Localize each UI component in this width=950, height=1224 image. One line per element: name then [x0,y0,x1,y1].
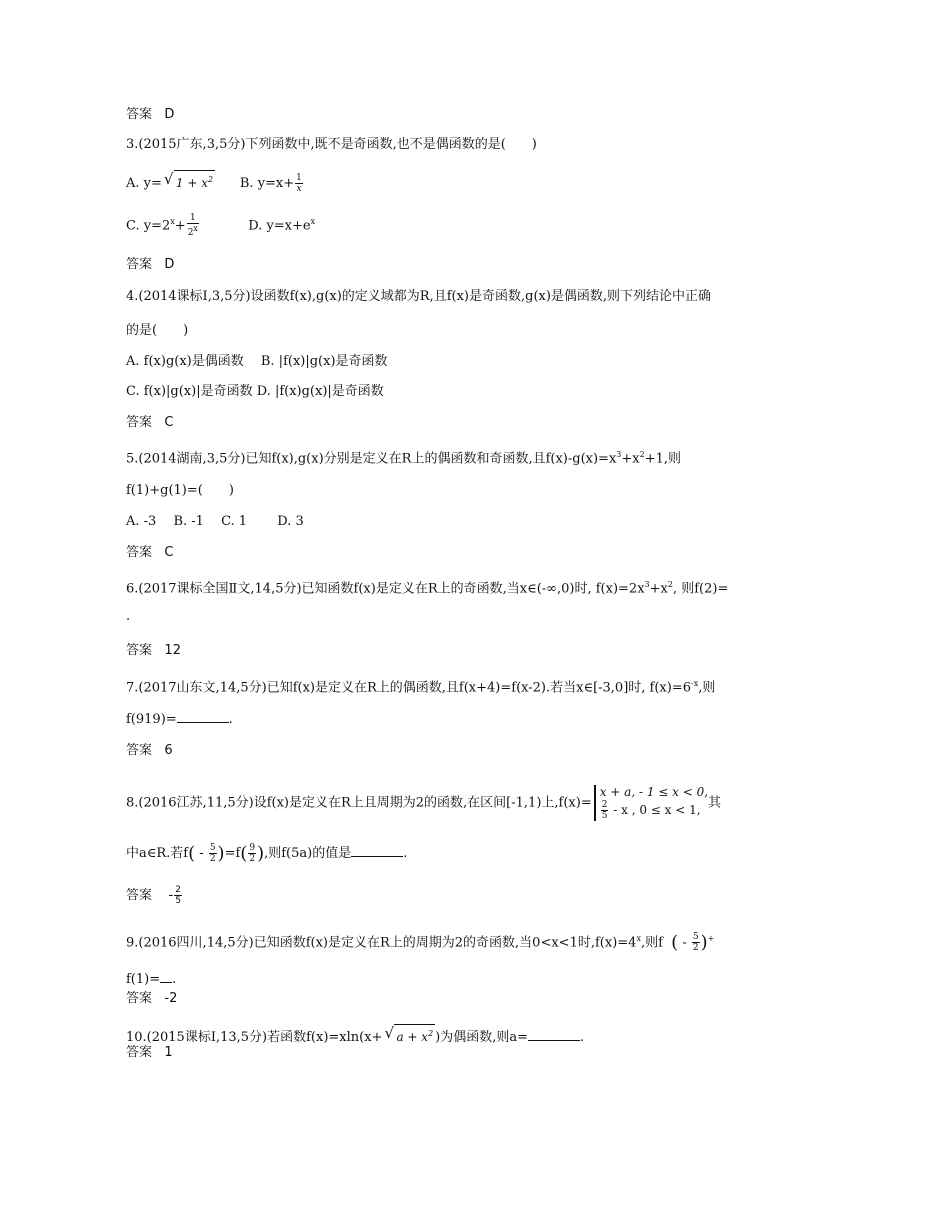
answer-label: 答案 [126,743,153,758]
answer-label: 答案 [126,888,153,903]
answer-line [126,106,174,124]
answer-value: C [164,415,174,430]
q5-stem-line1: 5.(2014湖南,3,5分)已知f(x),g(x)分别是定义在R上的偶函数和奇函数,且$f(x)-g(x)=x^3+x^2+1$,则 [126,450,681,467]
q3-option-c-d: C. $y=2^x+$ $\frac{1}{2^x}$ D. $y=x+e^x$ [126,213,316,239]
answer-label: 答案 [126,257,153,272]
answer-value: D [164,107,175,122]
q4-stem-line1: 4.(2014课标Ⅰ,3,5分)设函数f(x),g(x)的定义域都为R,且f(x)是奇函数,g(x)是偶函数,则下列结论中正确 [126,289,712,304]
answer-blank [177,710,229,723]
answer-line [126,1044,173,1062]
q3-option-a: A. y= [126,176,162,191]
answer-value: 12 [164,643,181,658]
q3-option-c: C. y=2 [126,218,171,234]
answer-line: 答案 - $\frac{2}{5}$ [126,885,181,906]
answer-line [126,414,174,432]
sqrt-symbol: √ $a + x^2$ [384,1024,434,1044]
q6-stem: 6.(2017课标全国Ⅱ文,14,5分)已知函数f(x)是定义在R上的奇函数,当x∈(-∞,0)时, $f(x)=2x^3+x^2$, 则f(2)= [126,580,729,597]
q3-option-b: B. y=x+ [239,176,295,191]
q4-options-cd: C. f(x)|g(x)|是奇函数 D. |f(x)g(x)|是奇函数 [126,384,384,399]
answer-fraction: $\frac{2}{5}$ [175,885,181,906]
answer-value: D [164,257,175,272]
answer-label: 答案 [126,1045,153,1060]
answer-line [126,256,174,274]
q3-option-d: D. y=x+e [248,218,311,234]
piecewise-function: x + a, - 1 ≤ x < 0, $\frac{2}{5}$ - x , 0 ≤ x < 1, [594,785,708,821]
q7-stem: 7.(2017山东文,14,5分)已知f(x)是定义在R上的偶函数,且f(x+4)=f(x-2).若当x∈[-3,0]时, $f(x)=6^{-x}$,则 [126,679,716,696]
answer-line [126,642,181,660]
q5-options: A. -3 B. -1 C. 1 D. 3 [126,514,304,529]
answer-label: 答案 [126,415,153,430]
answer-label: 答案 [126,643,153,658]
fraction: $\frac{1}{x}$ [296,173,302,194]
q4-options-ab: A. f(x)g(x)是偶函数 B. |f(x)|g(x)是奇函数 [126,354,388,369]
answer-value: 1 [164,1045,173,1060]
q8-stem-line2: 中a∈R.若f( - $\frac{5}{2}$ )=f( $\frac{9}{2}$ ),则f(5a)的值是 . [126,842,408,864]
q3-stem: 3.(2015广东,3,5分)下列函数中,既不是奇函数,也不是偶函数的是( ) [126,137,537,152]
answer-value: -2 [164,991,178,1006]
q10-stem: 10.(2015课标Ⅰ,13,5分)若函数f(x)=xln(x+ √ $a + x^2$ )为偶函数,则a= . [126,1024,585,1045]
sqrt-symbol: √ $1 + x^2$ [163,170,214,190]
answer-value: C [164,545,174,560]
answer-label: 答案 [126,107,153,122]
q7-stem-line2: f(919)= . [126,712,233,727]
q8-stem: 8.(2016江苏,11,5分)设f(x)是定义在R上且周期为2的函数,在区间[-1,1)上,f(x)=x + a, - 1 ≤ x < 0, $\frac{2}{5}$ - x , 0 ≤ x < 1, 其 [126,785,722,821]
q9-stem-line2: f(1)= . [126,972,177,987]
answer-blank [528,1028,580,1041]
q4-stem-line2: 的是( ) [126,323,189,338]
fraction: $\frac{1}{2^x}$ [187,213,198,239]
q5-stem-line2: f(1)+g(1)=( ) [126,483,234,498]
answer-label: 答案 [126,991,153,1006]
answer-blank [160,970,172,983]
answer-line [126,544,174,562]
answer-blank [351,844,403,857]
answer-value: 6 [164,743,173,758]
answer-line [126,990,177,1008]
q6-dot: . [126,609,131,624]
answer-line [126,742,173,760]
q3-option-a-b [126,170,304,194]
q9-stem: 9.(2016四川,14,5分)已知函数f(x)是定义在R上的周期为2的奇函数,当0<x<1时$,f(x)=4^x$,则f ( - $\frac{5}{2}$ )+ [126,931,715,954]
answer-label: 答案 [126,545,153,560]
